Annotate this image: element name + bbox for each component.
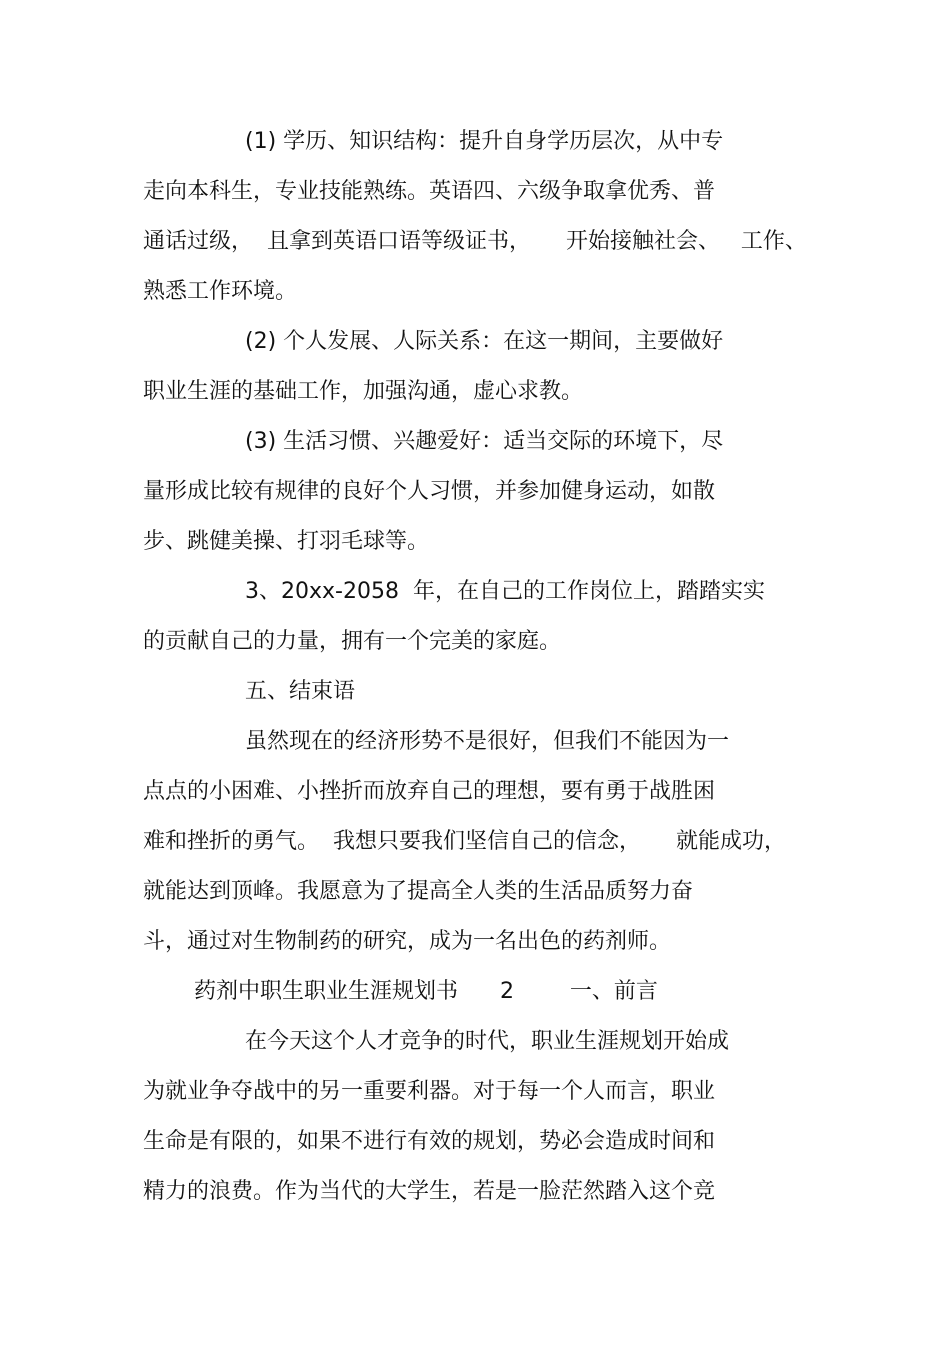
text-line: 熟悉工作环境。 [143, 279, 298, 304]
text-line: 在今天这个人才竞争的时代，职业生涯规划开始成 [245, 1029, 730, 1054]
text-line: 难和挫折的勇气。 我想只要我们坚信自己的信念， 就能成功， [143, 829, 786, 854]
text-line: 点点的小困难、小挫折而放弃自己的理想，要有勇于战胜困 [143, 779, 716, 804]
text-line: 为就业争夺战中的另一重要利器。对于每一个人而言，职业 [143, 1079, 716, 1104]
section-heading: 五、结束语 [245, 679, 356, 704]
text-line: 就能达到顶峰。我愿意为了提高全人类的生活品质努力奋 [143, 879, 694, 904]
document-title-line: 药剂中职生职业生涯规划书 2 一、前言 [194, 979, 658, 1004]
text-line: (3) 生活习惯、兴趣爱好：适当交际的环境下，尽 [245, 429, 724, 454]
text-line: 通话过级， 且拿到英语口语等级证书， 开始接触社会、 工作、 [143, 229, 807, 254]
text-line: 量形成比较有规律的良好个人习惯，并参加健身运动，如散 [143, 479, 716, 504]
text-line: 虽然现在的经济形势不是很好，但我们不能因为一 [245, 729, 730, 754]
text-line: 的贡献自己的力量，拥有一个完美的家庭。 [143, 629, 562, 654]
text-line: 3、20xx-2058 年，在自己的工作岗位上，踏踏实实 [245, 579, 765, 604]
text-line: 职业生涯的基础工作，加强沟通，虚心求教。 [143, 379, 584, 404]
text-line: (2) 个人发展、人际关系：在这一期间，主要做好 [245, 329, 724, 354]
text-line: 斗，通过对生物制药的研究，成为一名出色的药剂师。 [143, 929, 672, 954]
text-line: (1) 学历、知识结构：提升自身学历层次，从中专 [245, 129, 724, 154]
text-line: 生命是有限的，如果不进行有效的规划，势必会造成时间和 [143, 1129, 716, 1154]
text-line: 走向本科生，专业技能熟练。英语四、六级争取拿优秀、普 [143, 179, 716, 204]
text-line: 精力的浪费。作为当代的大学生，若是一脸茫然踏入这个竞 [143, 1179, 716, 1204]
text-line: 步、跳健美操、打羽毛球等。 [143, 529, 430, 554]
